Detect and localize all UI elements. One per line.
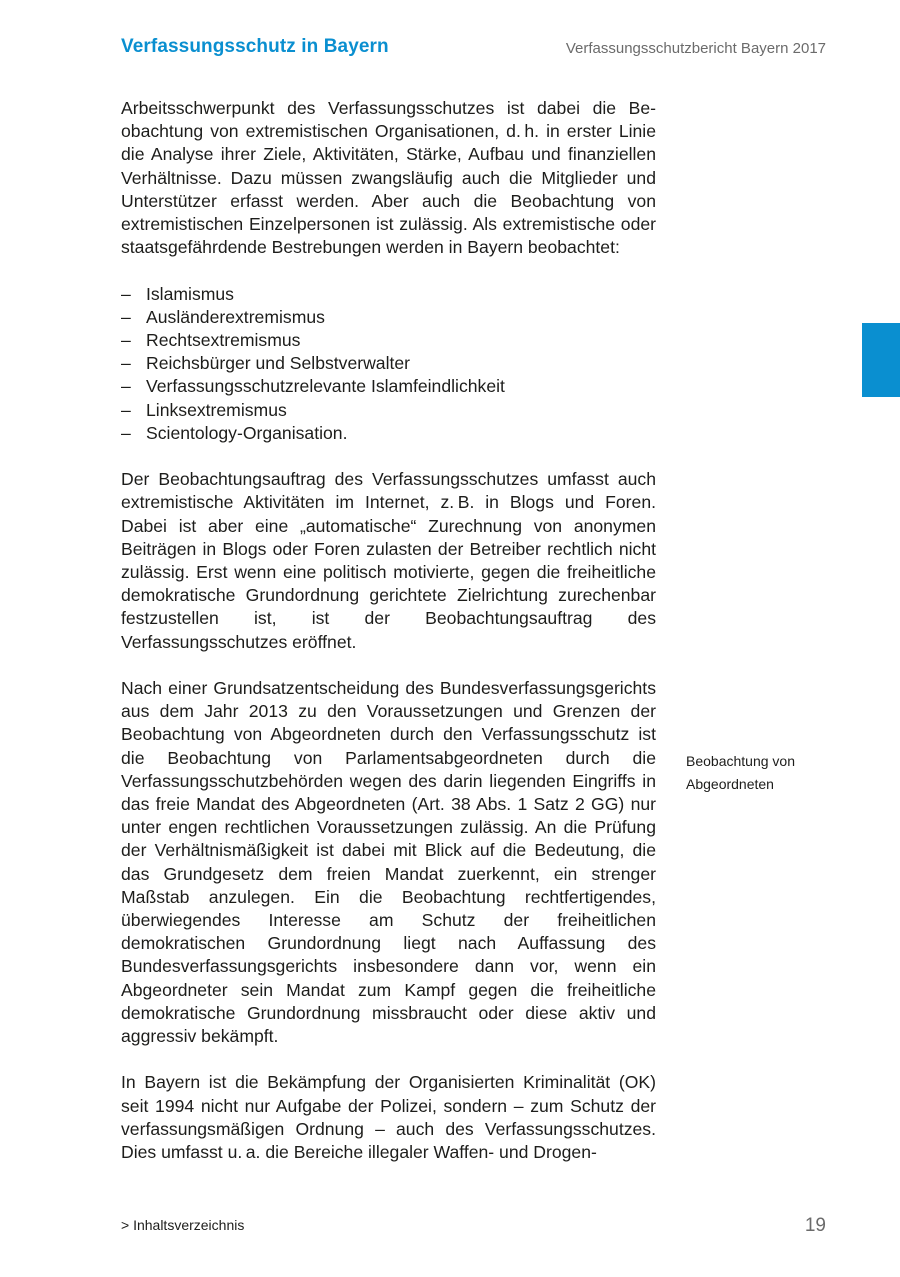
margin-note: [686, 750, 795, 796]
paragraph-observation-focus: Arbeitsschwerpunkt des Verfassungsschutzes ist dabei die Beobachtung von extremistischen Organisationen, d. h. in erster Linie die Analyse ihrer Ziele, Aktivitäten, Stärke, Aufbau und finanziellen Verhältnisse. Dazu müssen zwangsläufig auch die Mitglieder und Unterstützer erfasst werden. Aber auch die Beobachtung von extremistischen Einzelpersonen ist zulässig. Als extremistische oder staatsgefährdende Bestrebungen werden in Bayern beobachtet:: [121, 98, 656, 258]
list-dash: –: [121, 283, 131, 304]
list-item-label: Rechtsextremismus: [146, 330, 301, 351]
report-title: Verfassungsschutzbericht Bayern 2017: [565, 40, 826, 57]
margin-note-line: Beobachtung von: [686, 753, 795, 769]
margin-note-line: Abgeordneten: [686, 776, 774, 792]
list-item: [121, 375, 656, 398]
page-number: 19: [804, 1215, 826, 1236]
list-item: [121, 306, 656, 329]
list-item-label: Scientology-Organisation.: [146, 422, 348, 443]
table-of-contents-link[interactable]: > Inhaltsverzeichnis: [121, 1217, 245, 1233]
observed-movements-list: [121, 283, 656, 445]
list-item-label: Linksextremismus: [146, 399, 287, 420]
list-item-label: Islamismus: [146, 283, 234, 304]
list-item: [121, 422, 656, 445]
list-item: [121, 329, 656, 352]
list-item: [121, 399, 656, 422]
chapter-tab-marker: [862, 323, 900, 397]
list-dash: –: [121, 353, 131, 374]
list-item: [121, 283, 656, 306]
list-dash: –: [121, 422, 131, 443]
paragraph-internet-observation: Der Beobachtungsauftrag des Verfassungsschutzes umfasst auch extremistische Aktivitäten im Internet, z. B. in Blogs und Foren. Dabei ist aber eine „automatische“ Zurechnung von anonymen Beiträgen in Blogs oder Foren zulasten der Betreiber rechtlich nicht zulässig. Erst wenn eine politisch motivierte, gegen die freiheitliche demokratische Grundordnung gerichtete Zielrichtung zurechenbar festzustellen ist, ist der Beobachtungsauftrag des Verfassungsschutzes eröffnet.: [121, 469, 656, 652]
list-item-label: Verfassungsschutzrelevante Islamfeindlichkeit: [146, 376, 505, 397]
list-dash: –: [121, 399, 131, 420]
list-dash: –: [121, 376, 131, 397]
main-text: [121, 97, 656, 1164]
list-dash: –: [121, 306, 131, 327]
list-item-label: Reichsbürger und Selbstverwalter: [146, 353, 411, 374]
list-dash: –: [121, 330, 131, 351]
paragraph-parliament-members: Nach einer Grundsatzentscheidung des Bundesverfassungsgerichts aus dem Jahr 2013 zu den Voraussetzungen und Grenzen der Beobachtung von Abgeordneten durch den Verfassungsschutz ist die Beobachtung von Parlamentsabgeordneten durch die Verfassungsschutzbehörden wegen des darin liegenden Eingriffs in das freie Mandat des Abgeordneten (Art. 38 Abs. 1 Satz 2 GG) nur unter engen rechtlichen Voraussetzungen zulässig. An die Prüfung der Verhältnismäßigkeit ist dabei mit Blick auf die Bedeutung, die das Grundgesetz dem freien Mandat zuerkennt, ein strenger Maßstab anzulegen. Ein die Beobachtung rechtfertigendes, überwiegendes Interesse am Schutz der freiheitlichen demokratischen Grundordnung liegt nach Auffassung des Bundesverfassungsgerichts insbesondere dann vor, wenn ein Abgeordneter sein Mandat zum Kampf gegen die freiheitliche demokratische Grundordnung missbraucht oder diese aktiv und aggressiv bekämpft.: [121, 678, 656, 1047]
list-item: [121, 352, 656, 375]
paragraph-organized-crime: In Bayern ist die Bekämpfung der Organisierten Kriminalität (OK) seit 1994 nicht nur Aufgabe der Polizei, sondern – zum Schutz der verfassungsmäßigen Ordnung – auch des Verfassungsschutzes. Dies umfasst u. a. die Bereiche illegaler Waffen- und Drogen-: [121, 1072, 656, 1163]
list-item-label: Ausländerextremismus: [146, 306, 325, 327]
section-title: Verfassungsschutz in Bayern: [121, 36, 389, 57]
